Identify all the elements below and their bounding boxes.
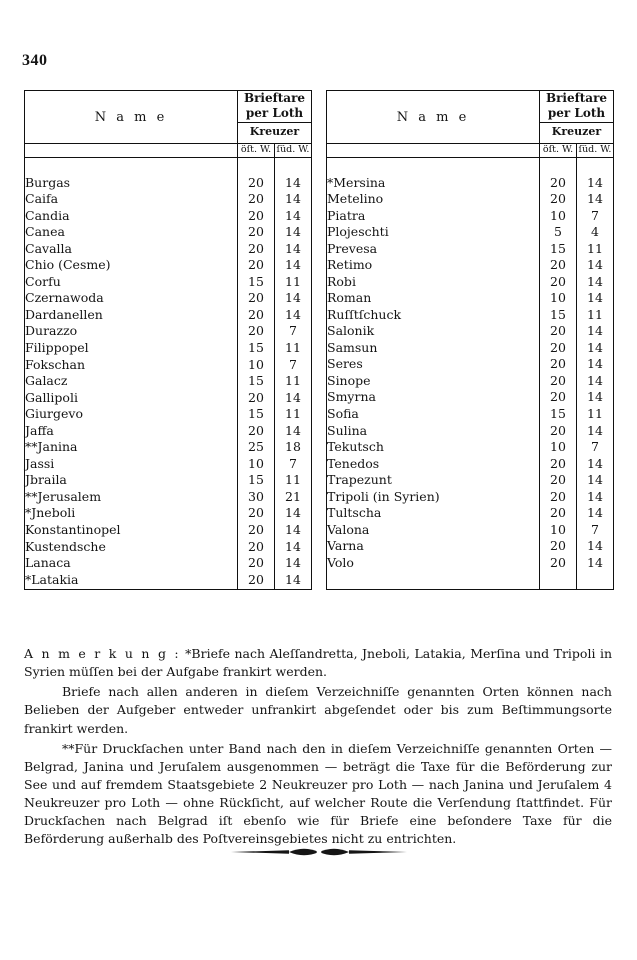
rate-ost: 30 [238,489,275,506]
table-row [25,290,312,307]
table-row [25,191,312,208]
rate-ost: 20 [540,472,577,489]
rate-ost: 20 [540,323,577,340]
place-name: Smyrna [327,389,540,406]
table-row [327,522,614,539]
rate-ost: 20 [238,224,275,241]
rate-ost: 15 [238,373,275,390]
place-name: Jassi [25,456,238,473]
rate-sud: 14 [577,340,614,357]
place-name: Tenedos [327,456,540,473]
spacer-sud-right-bottom [577,572,614,590]
rate-ost: 20 [238,257,275,274]
place-name: Caifa [25,191,238,208]
rate-sud: 14 [275,522,312,539]
rate-sud: 14 [275,224,312,241]
rate-sud: 4 [577,224,614,241]
place-name: Tultscha [327,505,540,522]
rate-ost: 20 [238,390,275,407]
table-row [25,241,312,258]
place-name: Piatra [327,208,540,225]
place-name: Sinope [327,373,540,390]
rate-ost: 20 [238,539,275,556]
header-tariff-right [540,91,614,123]
rate-ost: 15 [238,406,275,423]
place-name: Czernawoda [25,290,238,307]
rate-sud: 14 [577,290,614,307]
place-name: Lanaca [25,555,238,572]
table-row [327,356,614,373]
rate-ost: 10 [540,522,577,539]
rate-sud: 14 [577,423,614,440]
place-name: Dardanellen [25,307,238,324]
table-header-right [327,91,614,158]
table-row [25,274,312,291]
table-row [327,224,614,241]
rate-sud: 14 [577,356,614,373]
rate-sud: 14 [577,175,614,192]
rate-sud: 14 [577,489,614,506]
rate-sud: 14 [275,290,312,307]
rate-sud: 14 [577,323,614,340]
rate-ost: 20 [540,389,577,406]
rate-sud: 7 [275,357,312,374]
header-tariff-line1-left: Brieftare [243,91,306,106]
rate-sud: 14 [275,390,312,407]
header-tariff-left [238,91,312,123]
rate-ost: 20 [540,555,577,572]
rate-ost: 20 [238,175,275,192]
place-name: Valona [327,522,540,539]
rate-sud: 14 [577,538,614,555]
table-row [327,406,614,423]
place-name: *Mersina [327,175,540,192]
rate-sud: 11 [275,472,312,489]
rate-ost: 20 [540,423,577,440]
header-currency-label-right: Kreuzer [551,125,602,139]
place-name: Canea [25,224,238,241]
table-row [327,208,614,225]
place-name: **Janina [25,439,238,456]
table-row [327,538,614,555]
table-row [327,489,614,506]
spacer-row-right [327,157,614,175]
place-name: Sulina [327,423,540,440]
place-name: Corfu [25,274,238,291]
rate-sud: 14 [577,555,614,572]
place-name: **Jerusalem [25,489,238,506]
place-name: Tripoli (in Syrien) [327,489,540,506]
place-name: *Jneboli [25,505,238,522]
rate-sud: 7 [275,456,312,473]
rate-ost: 15 [238,274,275,291]
table-row [327,505,614,522]
table-row [327,456,614,473]
place-name: Samsun [327,340,540,357]
table-row [25,456,312,473]
table-row [25,224,312,241]
table-row [25,357,312,374]
table-row [327,274,614,291]
footnote-block [24,645,612,848]
rate-sud: 14 [275,572,312,589]
ornament-icon [229,845,409,859]
rate-ost: 10 [540,290,577,307]
table-row [327,191,614,208]
table-header-left [25,91,312,158]
place-name: Volo [327,555,540,572]
spacer-name-right [327,157,540,175]
spacer-ost-left [238,157,275,175]
table-row [327,389,614,406]
place-name: Metelino [327,191,540,208]
rate-ost: 5 [540,224,577,241]
rate-sud: 11 [275,373,312,390]
table-row [327,307,614,324]
header-tariff-line2-left: per Loth [245,106,304,121]
rate-ost: 15 [238,472,275,489]
place-name: Filippopel [25,340,238,357]
rate-ost: 20 [540,505,577,522]
rate-ost: 15 [238,340,275,357]
table-row [25,423,312,440]
rate-ost: 20 [238,572,275,589]
rate-ost: 20 [238,290,275,307]
table-row [25,340,312,357]
header-col-sud-left: ſüd. W. [275,144,312,158]
table-row [327,257,614,274]
place-name: Robi [327,274,540,291]
table-row [25,323,312,340]
rate-ost: 10 [238,357,275,374]
place-name: *Latakia [25,572,238,589]
place-name: Candia [25,208,238,225]
rate-sud: 11 [577,307,614,324]
rate-sud: 14 [577,389,614,406]
rate-ost: 20 [540,340,577,357]
rate-sud: 18 [275,439,312,456]
table-row [327,472,614,489]
place-name: Sofia [327,406,540,423]
footnote-first-paragraph [24,645,612,681]
rate-ost: 15 [540,241,577,258]
place-name: Retimo [327,257,540,274]
rate-ost: 20 [540,489,577,506]
place-name: Trapezunt [327,472,540,489]
rate-sud: 14 [577,505,614,522]
header-col-sud-right: ſüd. W. [577,144,614,158]
rate-ost: 20 [238,191,275,208]
rate-sud: 11 [577,406,614,423]
table-row [25,175,312,192]
rate-sud: 14 [275,539,312,556]
rate-sud: 14 [577,373,614,390]
rate-sud: 11 [275,274,312,291]
rate-ost: 20 [540,274,577,291]
header-currency-label-left: Kreuzer [249,125,300,139]
rate-sud: 14 [577,472,614,489]
footnote-text-1: *Briefe nach Aleſſandretta, Jneboli, Latakia, Merſina und Tripoli in Syrien müſſen bei der Aufgabe frankirt werden. [24,646,612,680]
rate-ost: 20 [238,208,275,225]
header-sub-spacer-left [25,144,238,158]
table-row [25,257,312,274]
rate-ost: 20 [540,456,577,473]
rate-sud: 7 [577,439,614,456]
spacer-sud-left [275,157,312,175]
rate-sud: 21 [275,489,312,506]
table-row [25,522,312,539]
rate-ost: 20 [238,505,275,522]
table-row [25,406,312,423]
rate-ost: 20 [238,423,275,440]
rate-ost: 20 [540,191,577,208]
place-name: Galacz [25,373,238,390]
table-row [327,290,614,307]
rate-sud: 11 [275,406,312,423]
page-number: 340 [22,52,48,69]
place-name: Jaffa [25,423,238,440]
table-row [327,373,614,390]
spacer-row-left [25,157,312,175]
place-name: Burgas [25,175,238,192]
rate-ost: 20 [238,241,275,258]
rate-sud: 14 [275,307,312,324]
rate-sud: 14 [577,257,614,274]
rate-ost: 20 [540,257,577,274]
rate-sud: 14 [275,423,312,440]
rate-ost: 20 [540,356,577,373]
table-row [327,555,614,572]
rate-sud: 11 [577,241,614,258]
table-row [25,489,312,506]
place-name: Jbraila [25,472,238,489]
rate-sud: 14 [577,456,614,473]
rate-ost: 10 [540,439,577,456]
rate-sud: 11 [275,340,312,357]
spacer-row-right-bottom [327,572,614,590]
rate-sud: 7 [275,323,312,340]
rate-sud: 14 [275,505,312,522]
place-name: Giurgevo [25,406,238,423]
header-tariff-line2-right: per Loth [547,106,606,121]
footnote-text-2: Briefe nach allen anderen in dieſem Verzeichniſſe genannten Orten können nach Belieben der Aufgeber entweder unfrankirt abgeſendet oder bis zum Beſtimmungsorte frankirt werden. [24,684,612,736]
header-currency-right [540,122,614,143]
table-row [25,539,312,556]
table-row [327,340,614,357]
rate-sud: 14 [275,241,312,258]
header-col-ost-right: öſt. W. [540,144,577,158]
rate-ost: 20 [238,555,275,572]
header-subcurrency-row-right [327,144,614,158]
header-tariff-line1-right: Brieftare [545,91,608,106]
rate-sud: 14 [275,208,312,225]
rate-sud: 14 [577,274,614,291]
table-row [25,390,312,407]
table-row [25,555,312,572]
table-row [25,505,312,522]
table-row [25,373,312,390]
table-row [25,208,312,225]
table-row [25,307,312,324]
header-name-left: N a m e [25,91,238,144]
place-name: Fokschan [25,357,238,374]
place-name: Cavalla [25,241,238,258]
rate-tables [24,90,614,589]
table-row [327,439,614,456]
rate-ost: 20 [540,175,577,192]
place-name: Ruſſtſchuck [327,307,540,324]
header-currency-left [238,122,312,143]
place-name: Seres [327,356,540,373]
place-name: Durazzo [25,323,238,340]
place-name: Prevesa [327,241,540,258]
spacer-sud-right [577,157,614,175]
table-body-left [25,157,312,589]
table-body-right [327,157,614,589]
table-row [25,439,312,456]
spacer-name-left [25,157,238,175]
table-row [327,175,614,192]
rate-ost: 15 [540,406,577,423]
place-name: Gallipoli [25,390,238,407]
rate-sud: 7 [577,522,614,539]
rate-table-right [326,90,614,590]
rate-ost: 10 [238,456,275,473]
rate-ost: 20 [238,323,275,340]
table-row [327,323,614,340]
rate-ost: 10 [540,208,577,225]
decorative-ornament [0,843,637,861]
table-row [327,241,614,258]
rate-ost: 20 [238,522,275,539]
header-col-ost-left: öſt. W. [238,144,275,158]
place-name: Roman [327,290,540,307]
rate-sud: 14 [275,257,312,274]
table-row [327,423,614,440]
table-row [25,572,312,589]
footnote-label: A n m e r k u n g : [24,646,181,661]
place-name: Salonik [327,323,540,340]
place-name: Tekutsch [327,439,540,456]
rate-table-left [24,90,312,590]
rate-sud: 7 [577,208,614,225]
header-name-right: N a m e [327,91,540,144]
rate-ost: 15 [540,307,577,324]
footnote-text-3: **Für Druckſachen unter Band nach den in dieſem Verzeichniſſe genannten Orten — Belgrad, Janina und Jeruſalem ausgenommen — beträgt die Taxe für die Beförderung zur See und auf fremdem Staatsgebiete 2 Neukreuzer pro Loth — nach Janina und Jeruſalem 4 Neukreuzer pro Loth — ohne Rückſicht, auf welcher Route die Verſendung ſtattfindet. Für Druckſachen nach Belgrad iſt ebenſo wie für Briefe eine beſondere Taxe für die Beförderung außerhalb des Poſtvereinsgebietes nicht zu entrichten. [24,740,612,847]
table-row [25,472,312,489]
place-name: Chio (Cesme) [25,257,238,274]
place-name: Konstantinopel [25,522,238,539]
rate-sud: 14 [275,191,312,208]
rate-sud: 14 [275,555,312,572]
header-subcurrency-row-left [25,144,312,158]
rate-sud: 14 [577,191,614,208]
rate-ost: 20 [540,373,577,390]
spacer-ost-right [540,157,577,175]
spacer-name-right-bottom [327,572,540,590]
header-sub-spacer-right [327,144,540,158]
rate-sud: 14 [275,175,312,192]
place-name: Kustendsche [25,539,238,556]
place-name: Plojeschti [327,224,540,241]
place-name: Varna [327,538,540,555]
spacer-ost-right-bottom [540,572,577,590]
rate-ost: 20 [238,307,275,324]
rate-ost: 25 [238,439,275,456]
rate-ost: 20 [540,538,577,555]
